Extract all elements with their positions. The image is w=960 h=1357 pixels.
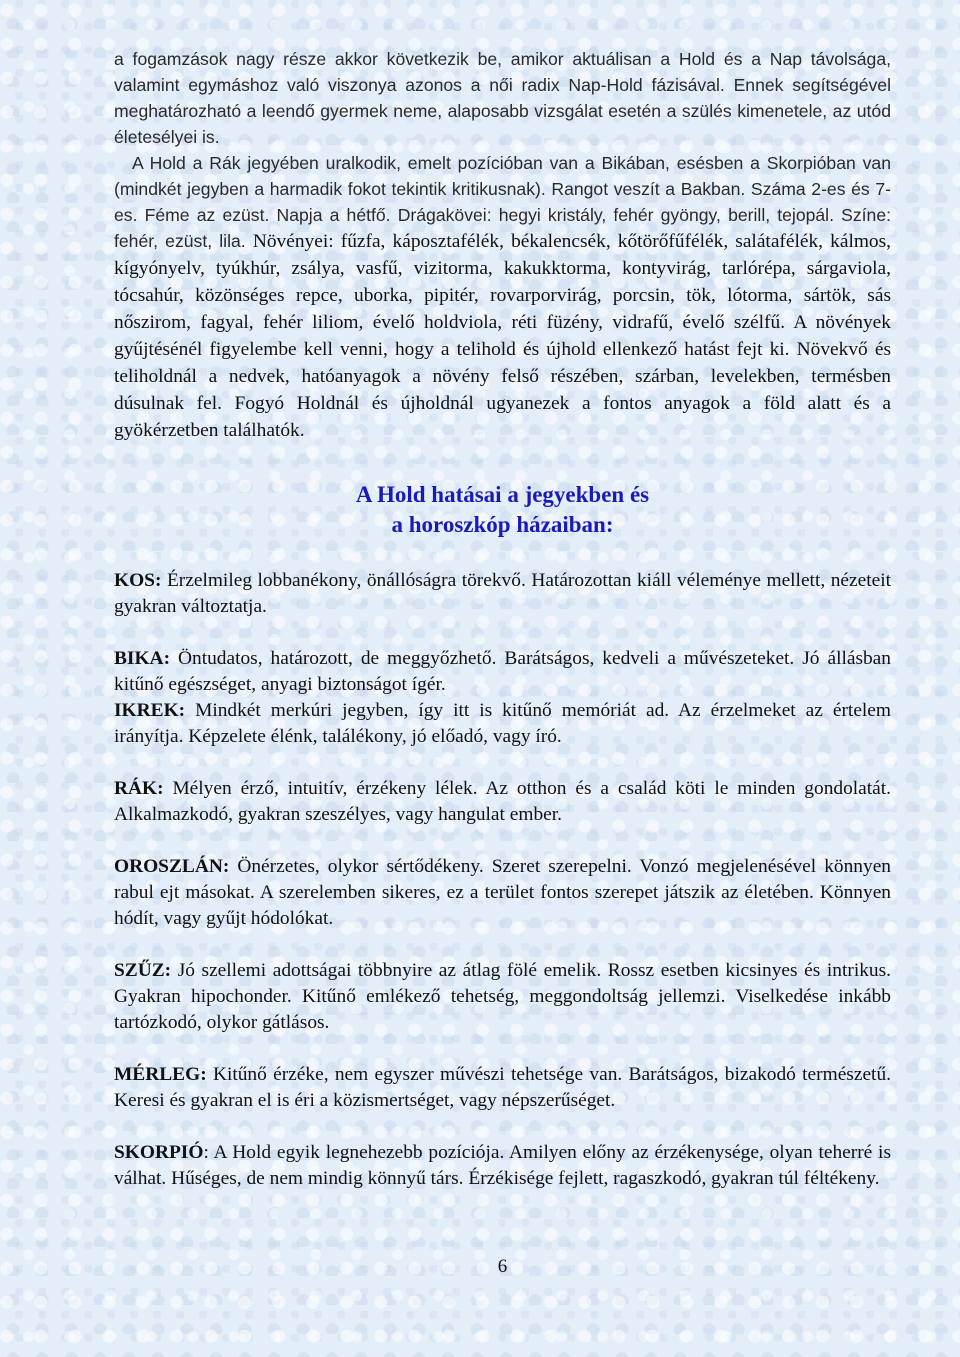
sign-entry-ikrek [114, 698, 891, 750]
sign-label: BIKA: [114, 648, 171, 669]
document-page [114, 46, 891, 1192]
intro-paragraph [114, 46, 891, 150]
spacer [114, 620, 891, 646]
sign-description: Önérzetes, olykor sértődékeny. Szeret szerepelni. Vonzó megjelenésével könnyen rabul ejt másokat. A szerelemben sikeres, ez a terület fontos szerepet játszik az életében. Könnyen hódít, vagy gyűjt hódolókat. [114, 856, 891, 929]
moon-plants-text: Növényei: fűzfa, káposztafélék, békalencsék, kőtörőfűfélék, salátafélék, kálmos, kígyónyelv, tyúkhúr, zsálya, vasfű, vizitorma, kakukktorma, kontyvirág, tarlórépa, sárgaviola, tócsahúr, közönséges repce, uborka, pipitér, rovarporvirág, porcsin, tök, lótorma, sártök, sás nőszirom, fagyal, fehér liliom, évelő holdviola, réti füzény, vidrafű, évelő szélfű. A növények gyűjtésénél figyelembe kell venni, hogy a telihold és újhold ellenkező hatást fejt ki. Növekvő és teliholdnál a nedvek, hatóanyagok a növény felső részében, szárban, levelekben, termésben dúsulnak fel. Fogyó Holdnál és újholdnál ugyanezek a fontos anyagok a föld alatt és a gyökérzetben találhatók. [114, 231, 892, 441]
sign-description: : A Hold egyik legnehezebb pozíciója. Amilyen előny az érzékenysége, olyan teherré is válhat. Hűséges, de nem mindig könnyű társ. Érzékisége fejlett, ragaszkodó, gyakran túl féltékeny. [114, 1142, 891, 1189]
spacer [114, 750, 891, 776]
sign-label: KOS: [114, 570, 162, 591]
sign-entry-bika [114, 646, 891, 698]
sign-description: Kitűnő érzéke, nem egyszer művészi tehetsége van. Barátságos, bizakodó természetű. Keresi és gyakran el is éri a közismertséget, vagy népszerűséget. [114, 1064, 891, 1111]
sign-entry-rak [114, 776, 891, 828]
sign-entry-oroszlan [114, 854, 891, 932]
sign-label: MÉRLEG: [114, 1064, 207, 1085]
sign-description: Mindkét merkúri jegyben, így itt is kitűnő memóriát ad. Az érzelmeket az értelem irányítja. Képzelete élénk, találékony, jó előadó, vagy író. [114, 700, 891, 747]
sign-label: OROSZLÁN: [114, 856, 230, 877]
sign-entry-szuz [114, 958, 891, 1036]
sign-description: Érzelmileg lobbanékony, önállóságra törekvő. Határozottan kiáll véleménye mellett, nézeteit gyakran változtatja. [114, 570, 891, 617]
sign-description: Jó szellemi adottságai többnyire az átlag fölé emelik. Rossz esetben kicsinyes és intrikus. Gyakran hipochonder. Kitűnő emlékező tehetség, meggondoltság jellemzi. Viselkedése inkább tartózkodó, olykor gátlásos. [114, 960, 891, 1033]
sign-label: SKORPIÓ [114, 1142, 204, 1163]
spacer [114, 932, 891, 958]
section-heading-line-2: a horoszkóp házaiban: [391, 512, 614, 537]
sign-label: RÁK: [114, 778, 164, 799]
spacer [114, 1036, 891, 1062]
spacer [114, 828, 891, 854]
section-heading-line-1: A Hold hatásai a jegyekben és [355, 482, 650, 507]
section-heading [114, 480, 891, 540]
sign-label: IKREK: [114, 700, 186, 721]
spacer [114, 444, 891, 480]
sign-entry-skorpio [114, 1140, 891, 1192]
moon-rulership-text: A Hold a Rák jegyében uralkodik, emelt pozícióban van a Bikában, esésben a Skorpióban van (mindkét jegyben a harmadik fokot tekintik kritikusnak). Rangot veszít a Bakban. Száma 2-es és 7-es. Féme az ezüst. Napja a hétfő. Drágakövei: hegyi kristály, fehér gyöngy, berill, tejopál. Színe: fehér, ezüst, lila. [114, 153, 891, 251]
intro-text: a fogamzások nagy része akkor következik be, amikor aktuálisan a Hold és a Nap távolsága, valamint egymáshoz való viszonya azonos a női radix Nap-Hold fázisával. Ennek segítségével meghatározható a leendő gyermek neme, alaposabb vizsgálat esetén a szülés kimenetele, az utód életesélyei is. [114, 49, 891, 147]
sign-entry-kos [114, 568, 891, 620]
sign-entry-merleg [114, 1062, 891, 1114]
sign-label: SZŰZ: [114, 960, 172, 981]
sign-description: Mélyen érző, intuitív, érzékeny lélek. Az otthon és a család köti le minden gondolatát. Alkalmazkodó, gyakran szeszélyes, vagy hangulat ember. [114, 778, 891, 825]
moon-rulership-paragraph [114, 150, 891, 444]
spacer [114, 1114, 891, 1140]
sign-description: Öntudatos, határozott, de meggyőzhető. Barátságos, kedveli a művészeteket. Jó állásban kitűnő egészséget, anyagi biztonságot ígér. [114, 648, 891, 695]
spacer [114, 540, 891, 568]
page-number: 6 [497, 1256, 508, 1277]
